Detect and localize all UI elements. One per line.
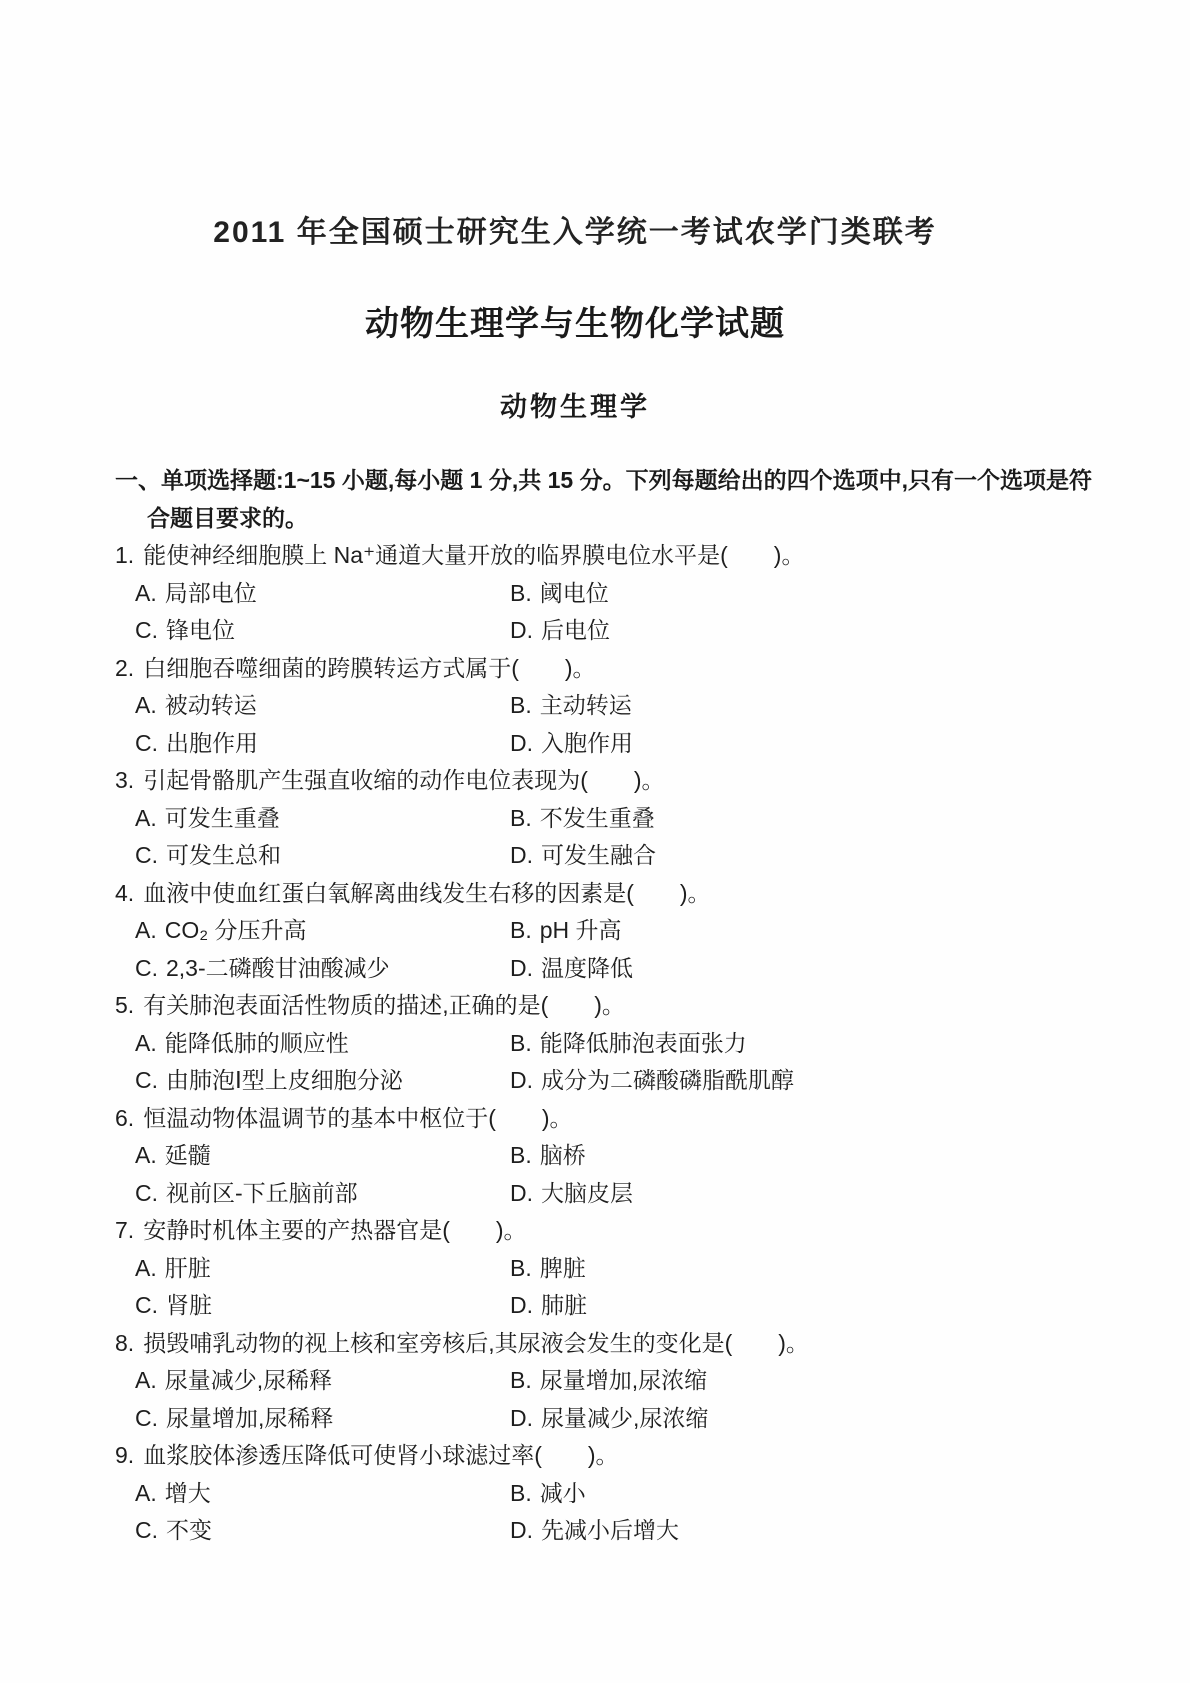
option-text: 视前区-下丘脑前部	[166, 1179, 358, 1206]
option-text: 先减小后增大	[541, 1517, 679, 1543]
option-a	[135, 1137, 510, 1175]
option-label: B.	[510, 1479, 532, 1506]
question-5	[115, 987, 1105, 1100]
option-label: D.	[510, 617, 533, 643]
option-c	[135, 725, 510, 763]
option-label: D.	[510, 1517, 533, 1543]
option-label: C.	[135, 842, 158, 868]
option-a	[135, 687, 510, 725]
question-number: 9.	[115, 1442, 135, 1468]
option-a	[135, 800, 510, 838]
option-label: A.	[135, 692, 157, 718]
options-grid	[115, 1362, 1105, 1437]
option-label: A.	[135, 804, 157, 831]
option-text: 不变	[166, 1517, 212, 1543]
question-6	[115, 1100, 1105, 1213]
option-text: 2,3-二磷酸甘油酸减少	[166, 954, 390, 981]
question-1	[115, 537, 1105, 650]
option-label: C.	[135, 617, 158, 643]
option-text: pH 升高	[539, 917, 622, 943]
option-label: C.	[135, 1292, 158, 1318]
options-grid	[115, 1025, 1105, 1100]
question-number: 2.	[115, 654, 135, 681]
option-text: 肺脏	[541, 1292, 587, 1318]
question-3	[115, 762, 1105, 875]
option-text: 不发生重叠	[539, 804, 655, 831]
option-b	[510, 575, 1105, 613]
option-label: B.	[510, 692, 532, 718]
option-label: C.	[135, 1517, 158, 1543]
question-number: 8.	[115, 1329, 135, 1356]
option-b	[510, 1475, 1105, 1513]
question-8	[115, 1325, 1105, 1438]
option-label: B.	[510, 917, 532, 943]
option-text: 尿量增加,尿稀释	[166, 1404, 334, 1431]
section-heading: 动物生理学	[500, 392, 650, 422]
option-label: B.	[510, 1254, 532, 1281]
option-d	[510, 1287, 1105, 1325]
option-label: B.	[510, 1367, 532, 1393]
option-b	[510, 1362, 1105, 1400]
option-label: A.	[135, 1029, 157, 1056]
question-text: 血液中使血红蛋白氧解离曲线发生右移的因素是( )。	[143, 879, 711, 906]
option-label: C.	[135, 1404, 158, 1431]
question-text: 引起骨骼肌产生强直收缩的动作电位表现为( )。	[143, 767, 665, 793]
exam-title: 2011 年全国硕士研究生入学统一考试农学门类联考	[213, 216, 937, 249]
option-label: D.	[510, 1179, 533, 1206]
option-text: 大脑皮层	[541, 1179, 633, 1206]
options-grid	[115, 575, 1105, 650]
option-text: 延髓	[164, 1142, 211, 1168]
option-text: 局部电位	[164, 579, 257, 606]
option-a	[135, 1475, 510, 1513]
option-label: A.	[135, 1254, 157, 1281]
options-grid	[115, 800, 1105, 875]
option-d	[510, 837, 1105, 875]
options-grid	[115, 1250, 1105, 1325]
option-text: 增大	[164, 1479, 211, 1506]
options-grid	[115, 1475, 1105, 1550]
option-label: B.	[510, 1142, 532, 1168]
option-label: C.	[135, 1179, 158, 1206]
question-number: 6.	[115, 1104, 135, 1131]
option-text: 成分为二磷酸磷脂酰肌醇	[541, 1067, 794, 1093]
option-c	[135, 1512, 510, 1550]
question-text: 损毁哺乳动物的视上核和室旁核后,其尿液会发生的变化是( )。	[143, 1329, 809, 1356]
option-label: D.	[510, 1067, 533, 1093]
option-text: 能降低肺的顺应性	[164, 1029, 349, 1056]
option-text: 尿量减少,尿浓缩	[541, 1404, 709, 1431]
option-text: 被动转运	[164, 692, 257, 718]
option-text: 由肺泡Ⅰ型上皮细胞分泌	[166, 1067, 403, 1093]
option-text: 阈电位	[539, 579, 609, 606]
option-text: 可发生重叠	[164, 804, 280, 831]
option-c	[135, 1062, 510, 1100]
option-d	[510, 1512, 1105, 1550]
option-a	[135, 1250, 510, 1288]
option-text: 入胞作用	[541, 729, 633, 756]
option-text: 可发生融合	[541, 842, 656, 868]
option-text: 尿量减少,尿稀释	[164, 1367, 333, 1393]
question-text: 恒温动物体温调节的基本中枢位于( )。	[143, 1104, 573, 1131]
question-number: 7.	[115, 1217, 135, 1243]
option-label: C.	[135, 729, 158, 756]
option-d	[510, 1400, 1105, 1438]
option-a	[135, 1025, 510, 1063]
option-label: D.	[510, 1404, 533, 1431]
option-b	[510, 1025, 1105, 1063]
option-a	[135, 912, 510, 950]
question-text: 有关肺泡表面活性物质的描述,正确的是( )。	[143, 992, 625, 1018]
question-4	[115, 875, 1105, 988]
option-text: 尿量增加,尿浓缩	[539, 1367, 708, 1393]
option-label: D.	[510, 842, 533, 868]
option-d	[510, 725, 1105, 763]
option-b	[510, 1137, 1105, 1175]
option-d	[510, 1062, 1105, 1100]
instructions-text: 一、单项选择题:1~15 小题,每小题 1 分,共 15 分。下列每题给出的四个选项中,只有一个选项是符合题目要求的。	[115, 467, 1092, 531]
question-number: 4.	[115, 879, 135, 906]
option-c	[135, 950, 510, 988]
option-b	[510, 1250, 1105, 1288]
option-text: 肝脏	[164, 1254, 211, 1281]
option-a	[135, 1362, 510, 1400]
option-d	[510, 612, 1105, 650]
question-text: 安静时机体主要的产热器官是( )。	[143, 1217, 527, 1243]
option-label: A.	[135, 1367, 157, 1393]
option-label: A.	[135, 917, 157, 943]
option-label: A.	[135, 1142, 157, 1168]
option-label: A.	[135, 579, 157, 606]
option-label: B.	[510, 579, 532, 606]
option-label: D.	[510, 729, 533, 756]
option-label: C.	[135, 1067, 158, 1093]
option-text: 出胞作用	[166, 729, 258, 756]
option-text: 温度降低	[541, 954, 633, 981]
option-label: D.	[510, 954, 533, 981]
option-d	[510, 950, 1105, 988]
exam-body	[115, 462, 1105, 1550]
question-text: 白细胞吞噬细菌的跨膜转运方式属于( )。	[143, 654, 596, 681]
question-number: 5.	[115, 992, 135, 1018]
option-text: 能降低肺泡表面张力	[539, 1029, 747, 1056]
options-grid	[115, 687, 1105, 762]
option-b	[510, 687, 1105, 725]
question-2	[115, 650, 1105, 763]
option-c	[135, 1175, 510, 1213]
question-text: 能使神经细胞膜上 Na⁺通道大量开放的临界膜电位水平是( )。	[143, 542, 805, 568]
option-text: 肾脏	[166, 1292, 212, 1318]
option-text: 主动转运	[539, 692, 632, 718]
option-label: A.	[135, 1479, 157, 1506]
option-b	[510, 912, 1105, 950]
question-number: 1.	[115, 542, 135, 568]
option-d	[510, 1175, 1105, 1213]
option-label: B.	[510, 804, 532, 831]
option-text: 后电位	[541, 617, 610, 643]
question-9	[115, 1437, 1105, 1550]
option-label: C.	[135, 954, 158, 981]
option-text: CO₂ 分压升高	[164, 917, 307, 943]
option-text: 可发生总和	[166, 842, 281, 868]
options-grid	[115, 912, 1105, 987]
option-c	[135, 837, 510, 875]
question-number: 3.	[115, 767, 135, 793]
question-7	[115, 1212, 1105, 1325]
option-label: D.	[510, 1292, 533, 1318]
option-a	[135, 575, 510, 613]
question-text: 血浆胶体渗透压降低可使肾小球滤过率( )。	[143, 1442, 619, 1468]
option-text: 脑桥	[539, 1142, 586, 1168]
options-grid	[115, 1137, 1105, 1212]
option-text: 减小	[539, 1479, 586, 1506]
option-c	[135, 1400, 510, 1438]
exam-subtitle: 动物生理学与生物化学试题	[365, 305, 785, 343]
option-text: 脾脏	[539, 1254, 586, 1281]
option-label: B.	[510, 1029, 532, 1056]
option-text: 锋电位	[166, 617, 235, 643]
option-c	[135, 612, 510, 650]
option-b	[510, 800, 1105, 838]
option-c	[135, 1287, 510, 1325]
